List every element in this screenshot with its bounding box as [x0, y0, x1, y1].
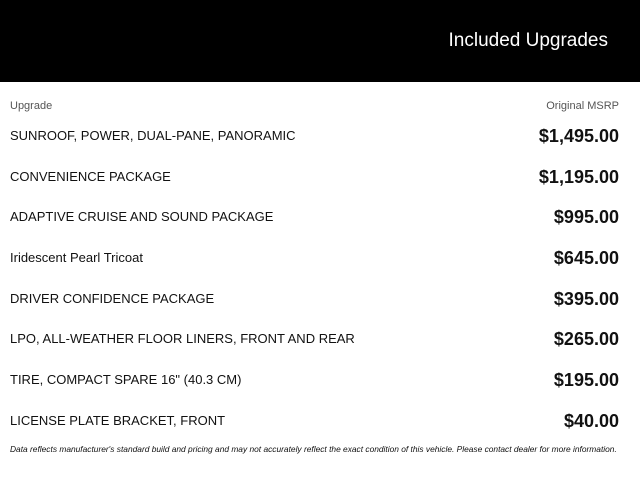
upgrades-list: [10, 120, 619, 446]
list-item: [10, 323, 619, 364]
upgrade-price: $1,195.00: [538, 166, 619, 187]
list-item: [10, 283, 619, 324]
list-item: [10, 364, 619, 405]
column-header-msrp: Original MSRP: [546, 100, 619, 112]
list-item: [10, 242, 619, 283]
upgrade-price: $995.00: [553, 207, 619, 228]
disclaimer-text: Data reflects manufacturer's standard build and pricing and may not accurately reflect the exact condition of this vehicle. Please contact dealer for more information.: [10, 444, 617, 454]
upgrade-price: $645.00: [553, 248, 619, 269]
column-header-upgrade: Upgrade: [10, 100, 53, 112]
upgrade-price: $195.00: [553, 370, 619, 391]
list-item: [10, 405, 619, 446]
upgrade-name: TIRE, COMPACT SPARE 16" (40.3 CM): [10, 372, 242, 388]
upgrade-name: ADAPTIVE CRUISE AND SOUND PACKAGE: [10, 209, 274, 225]
upgrade-name: CONVENIENCE PACKAGE: [10, 168, 171, 184]
upgrade-name: Iridescent Pearl Tricoat: [10, 250, 143, 266]
upgrade-price: $1,495.00: [538, 126, 619, 146]
page-title: Included Upgrades: [448, 30, 608, 51]
upgrade-name: LICENSE PLATE BRACKET, FRONT: [10, 412, 226, 428]
upgrade-price: $395.00: [553, 288, 619, 309]
list-item: [10, 161, 619, 202]
upgrade-price: $265.00: [553, 329, 619, 350]
upgrade-name: DRIVER CONFIDENCE PACKAGE: [10, 290, 215, 306]
list-item: [10, 120, 619, 161]
list-item: [10, 201, 619, 242]
column-headers: [10, 99, 619, 113]
header-bar: [0, 0, 640, 82]
upgrade-price: $40.00: [563, 410, 619, 431]
upgrade-name: LPO, ALL-WEATHER FLOOR LINERS, FRONT AND REAR: [10, 331, 355, 347]
upgrade-name: SUNROOF, POWER, DUAL-PANE, PANORAMIC: [10, 128, 296, 143]
